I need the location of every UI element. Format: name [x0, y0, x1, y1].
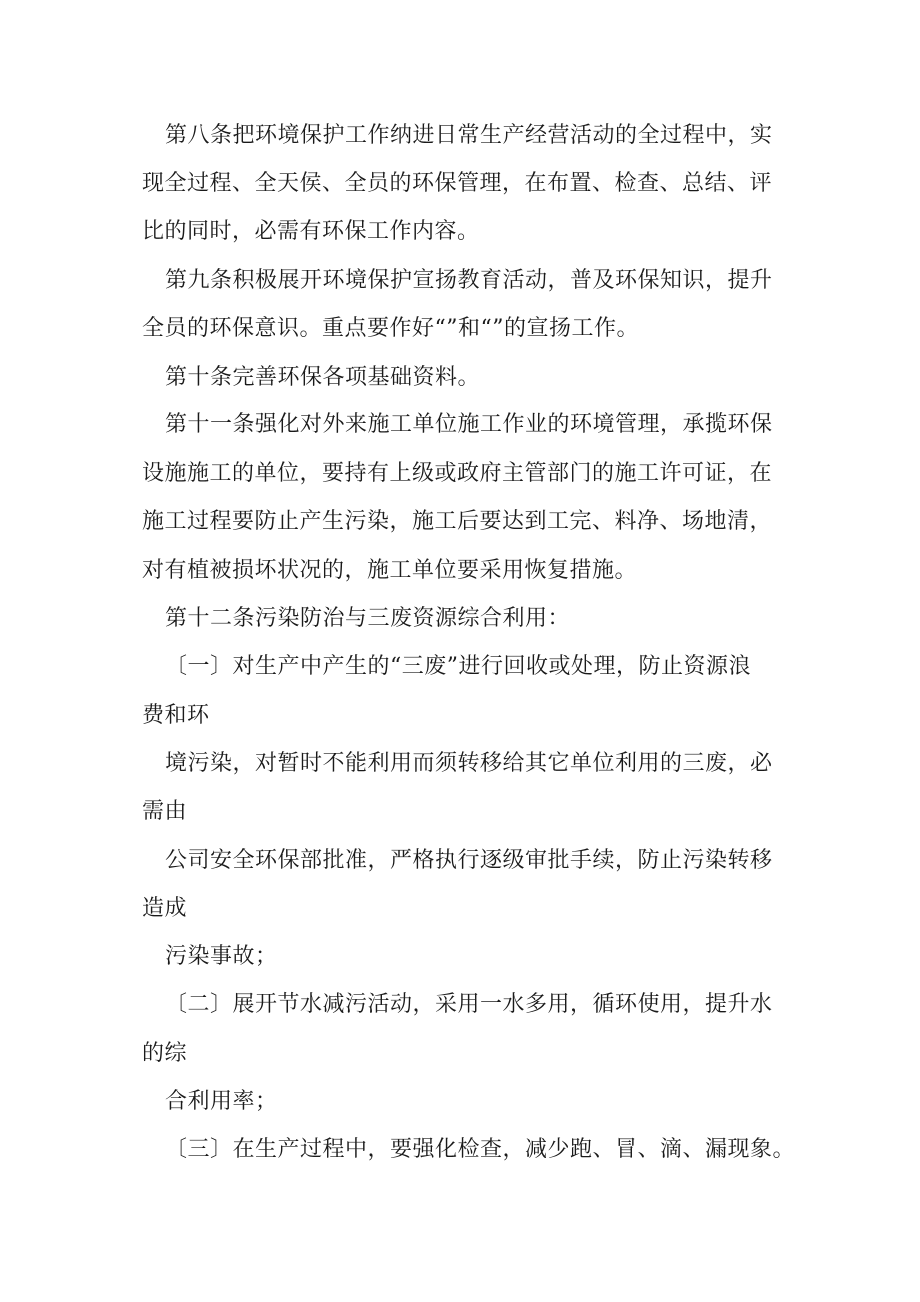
text-line: 第十一条强化对外来施工单位施工作业的环境管理，承揽环保 [165, 412, 773, 437]
text-line: 对有植被损坏状况的，施工单位要采用恢复措施。 [142, 558, 638, 583]
text-line: 〔二〕展开节水减污活动，采用一水多用，循环使用，提升水 [165, 992, 773, 1017]
text-line: 的综 [142, 1041, 188, 1066]
text-line: 第十二条污染防治与三废资源综合利用： [165, 606, 571, 631]
text-line: 〔三〕在生产过程中，要强化检查，减少跑、冒、滴、漏现象。 [165, 1137, 796, 1162]
text-line: 第九条积极展开环境保护宣扬教育活动，普及环保知识，提升 [165, 268, 773, 293]
text-line: 全员的环保意识。重点要作好“”和“”的宣扬工作。 [142, 316, 639, 341]
text-line: 第十条完善环保各项基础资料。 [165, 365, 481, 390]
text-line: 现全过程、全天侯、全员的环保管理，在布置、检查、总结、评 [142, 171, 773, 196]
text-line: 造成 [142, 896, 188, 921]
text-line: 公司安全环保部批准，严格执行逐级审批手续，防止污染转移 [165, 848, 773, 873]
text-line: 境污染，对暂时不能利用而须转移给其它单位利用的三废，必 [165, 751, 773, 776]
text-line: 施工过程要防止产生污染，施工后要达到工完、料净、场地清， [142, 509, 773, 534]
text-line: 设施施工的单位，要持有上级或政府主管部门的施工许可证，在 [142, 461, 773, 486]
text-line: 污染事故； [165, 944, 278, 969]
text-line: 第八条把环境保护工作纳进日常生产经营活动的全过程中，实 [165, 123, 773, 148]
text-line: 比的同时，必需有环保工作内容。 [142, 219, 480, 244]
text-line: 合利用率； [165, 1089, 278, 1114]
text-line: 费和环 [142, 703, 210, 728]
text-line: 需由 [142, 799, 188, 824]
text-line: 〔一〕对生产中产生的“三废”进行回收或处理，防止资源浪 [165, 654, 751, 679]
